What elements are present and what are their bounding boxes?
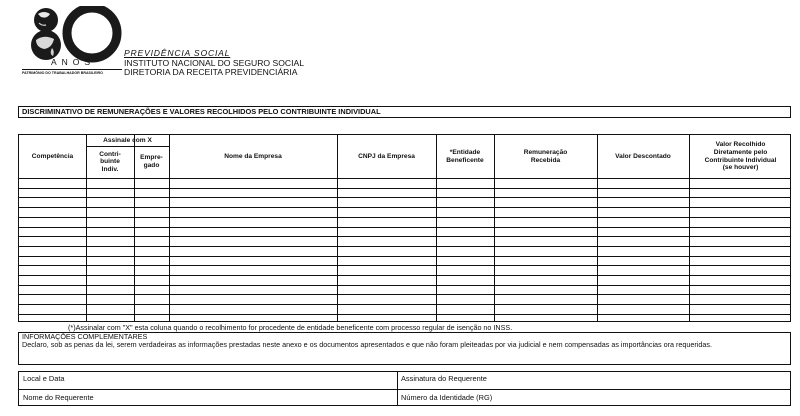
table-row-line	[19, 265, 790, 266]
agency-institute: INSTITUTO NACIONAL DO SEGURO SOCIAL	[124, 57, 305, 68]
header-contribuinte-individual: Contri- buinte Indiv.	[99, 150, 121, 173]
info-box	[18, 332, 791, 365]
id-number-field[interactable]: Número da Identidade (RG)	[401, 393, 493, 402]
logo-anos-text: ANOS	[50, 57, 96, 67]
requester-name-field[interactable]: Nome do Requerente	[23, 393, 94, 402]
header-valor-recolhido: Valor Recolhido Diretamente pelo Contribuinte Individual (se houver)	[704, 141, 777, 172]
table-row-line	[19, 197, 790, 198]
table-row-line	[19, 275, 790, 276]
table-row-line	[19, 304, 790, 305]
header-entidade-beneficente: *Entidade Beneficente	[446, 148, 484, 164]
agency-block	[124, 49, 304, 78]
table-row-line	[19, 236, 790, 237]
table-row-line	[19, 285, 790, 286]
logo-tagline: PATRIMÔNIO DO TRABALHADOR BRASILEIRO	[22, 69, 122, 75]
table-row-line	[19, 246, 790, 247]
table-row-line	[19, 294, 790, 295]
header-valor-descontado: Valor Descontado	[615, 152, 671, 160]
table-row-line	[19, 227, 790, 228]
table-row-line	[19, 207, 790, 208]
form-title: DISCRIMINATIVO DE REMUNERAÇÕES E VALORES RECOLHIDOS PELO CONTRIBUINTE INDIVIDUAL	[18, 106, 791, 118]
local-data-field[interactable]: Local e Data	[23, 374, 65, 383]
header-remuneracao-recebida: Remuneração Recebida	[523, 148, 568, 164]
info-declaration: Declaro, sob as penas da lei, serem verdadeiras as informações prestadas neste anexo e os documentos apresentados e que não foram pleiteadas por via judicial e nem compensadas as importâncias ora requeridas.	[22, 340, 712, 350]
header-empregado: Empre- gado	[140, 154, 163, 169]
agency-title: PREVIDÊNCIA SOCIAL	[124, 48, 231, 58]
header-bottom-line	[19, 178, 790, 179]
header-assinale: Assinale com X	[103, 137, 152, 145]
sig-divider	[19, 389, 790, 390]
table-row-line	[19, 256, 790, 257]
signature-block	[18, 371, 791, 406]
table-row-line	[19, 217, 790, 218]
header-cnpj-empresa: CNPJ da Empresa	[358, 152, 415, 160]
header-competencia: Competência	[31, 152, 74, 160]
footnote: (*)Assinalar com "X" esta coluna quando o recolhimento for procedente de entidade beneficente com processo regular de isenção no INSS.	[68, 323, 513, 332]
sig-divider	[397, 372, 398, 405]
table-row-line	[19, 314, 790, 315]
remuneration-table	[18, 134, 791, 322]
inss-80-anos-logo	[22, 6, 122, 78]
agency-directorate: DIRETORIA DA RECEITA PREVIDENCIÁRIA	[124, 67, 298, 78]
table-row-line	[19, 188, 790, 189]
header-nome-empresa: Nome da Empresa	[224, 152, 282, 160]
info-title: INFORMAÇÕES COMPLEMENTARES	[22, 332, 148, 341]
signature-field[interactable]: Assinatura do Requerente	[401, 374, 487, 383]
